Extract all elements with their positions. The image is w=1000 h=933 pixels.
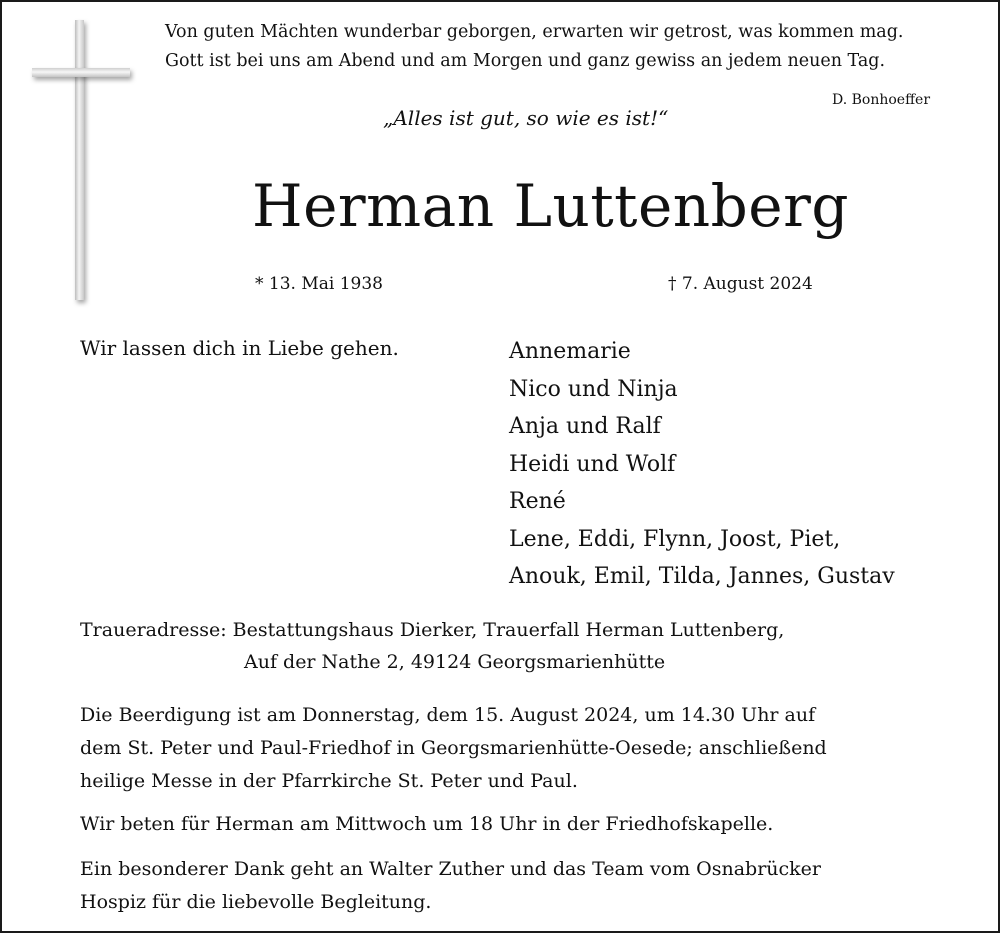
poem-author: D. Bonhoeffer bbox=[832, 92, 931, 108]
family-member: Lene, Eddi, Flynn, Joost, Piet, bbox=[509, 526, 841, 552]
funeral-line-2: dem St. Peter und Paul-Friedhof in Georgsmarienhütte-Oesede; anschließend bbox=[80, 737, 827, 759]
family-member: Anouk, Emil, Tilda, Jannes, Gustav bbox=[509, 564, 895, 589]
family-member: Anja und Ralf bbox=[509, 414, 661, 439]
cross-vertical-beam bbox=[75, 20, 84, 300]
family-member: Nico und Ninja bbox=[509, 376, 678, 402]
deceased-name: Herman Luttenberg bbox=[252, 172, 849, 240]
poem-line-1: Von guten Mächten wunderbar geborgen, erwarten wir getrost, was kommen mag. bbox=[165, 22, 904, 42]
cross-horizontal-beam bbox=[32, 68, 130, 77]
poem bbox=[165, 18, 904, 76]
death-date: † 7. August 2024 bbox=[668, 274, 813, 294]
funeral-info bbox=[80, 699, 827, 798]
thanks-line-1: Ein besonderer Dank geht an Walter Zuther und das Team vom Osnabrücker bbox=[80, 858, 822, 880]
funeral-line-3: heilige Messe in der Pfarrkirche St. Peter und Paul. bbox=[80, 770, 578, 792]
mourning-address-line-2: Auf der Nathe 2, 49124 Georgsmarienhütte bbox=[244, 651, 666, 673]
family-member: René bbox=[509, 489, 566, 514]
thanks-line-2: Hospiz für die liebevolle Begleitung. bbox=[80, 891, 432, 913]
family-member: Annemarie bbox=[509, 339, 631, 364]
farewell-text: Wir lassen dich in Liebe gehen. bbox=[80, 336, 399, 360]
mourning-address-line-1: Traueradresse: Bestattungshaus Dierker, Trauerfall Herman Luttenberg, bbox=[80, 619, 785, 641]
prayer-info: Wir beten für Herman am Mittwoch um 18 Uhr in der Friedhofskapelle. bbox=[80, 813, 774, 835]
thanks-note bbox=[80, 853, 821, 919]
quote: „Alles ist gut, so wie es ist!“ bbox=[383, 106, 669, 130]
birth-date: * 13. Mai 1938 bbox=[255, 274, 383, 294]
funeral-line-1: Die Beerdigung ist am Donnerstag, dem 15. August 2024, um 14.30 Uhr auf bbox=[80, 704, 816, 726]
family-list bbox=[509, 333, 895, 596]
poem-line-2: Gott ist bei uns am Abend und am Morgen und ganz gewiss an jedem neuen Tag. bbox=[165, 51, 886, 71]
family-member: Heidi und Wolf bbox=[509, 451, 676, 477]
